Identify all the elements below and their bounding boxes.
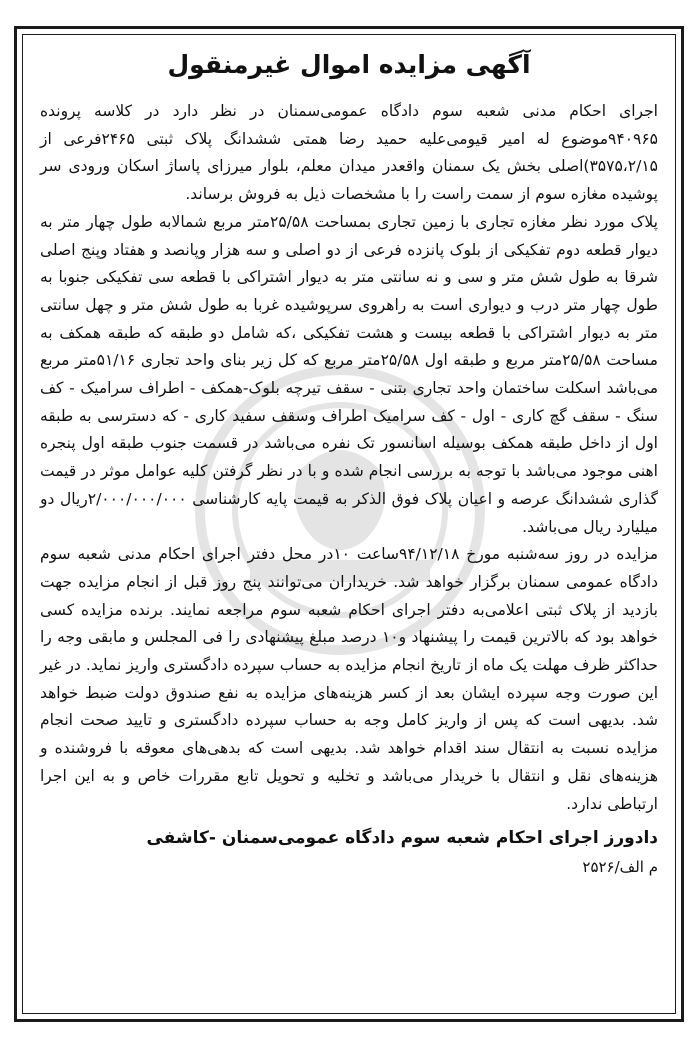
notice-paragraph-1: اجرای احکام مدنی شعبه سوم دادگاه عمومی‌سمنان در نظر دارد در کلاسه پرونده ۹۴۰۹۶۵موضوع له امیر قیومی‌علیه حمید رضا همتی ششدانگ پلاک ثبتی ۲۴۶۵فرعی از ۳۵۷۵،۲/۱۵)اصلی بخش یک سمنان واقعدر میدان معلم، بلوار میرزای پاساژ اسکان ورودی سر پوشیده مغازه سوم از سمت راست را با مشخصات ذیل به فروش برساند.: [40, 102, 658, 204]
notice-signature: دادورز اجرای احکام شعبه سوم دادگاه عمومی‌سمنان -کاشفی: [146, 828, 658, 849]
notice-title: آگهی مزایده اموال غیرمنقول: [167, 50, 531, 79]
notice-paragraph-3: مزایده در روز سه‌شنبه مورخ ۹۴/۱۲/۱۸ساعت ۱۰در محل دفتر اجرای احکام مدنی شعبه سوم دادگاه عمومی سمنان برگزار خواهد شد. خریداران می‌توانند پنج روز قبل از انجام مزایده جهت بازدید از پلاک ثبتی اعلامی‌به دفتر اجرای احکام شعبه سوم مراجعه نمایند. برنده مزایده کسی خواهد بود که بالاترین قیمت را پیشنهاد و۱۰ درصد مبلغ پیشنهادی را فی المجلس و مابقی وجه را حداکثر ظرف مهلت یک ماه از تاریخ انجام مزایده به حساب سپرده دادگستری واریز نماید. در غیر این صورت وجه سپرده ایشان بعد از کسر هزینه‌های مزایده به نفع صندوق دولت ضبط خواهد شد. بدیهی است که پس از واریز کامل وجه به حساب سپرده دادگستری و تایید صحت انجام مزایده نسبت به انتقال سند اقدام خواهد شد. بدیهی است که بدهی‌های معوقه با فروشنده و هزینه‌های نقل و انتقال با خریدار می‌باشد و تخلیه و تحویل تابع مقررات خاص و به این اجرا ارتباطی ندارد.: [40, 545, 658, 813]
notice-reference-number: م الف/۲۵۲۶: [582, 858, 658, 877]
notice-content: [40, 48, 658, 880]
notice-paragraph-2: پلاک مورد نظر مغازه تجاری با زمین تجاری بمساحت ۲۵/۵۸متر مربع شمالابه طول چهار متر به دیوار قطعه دوم تفکیکی از بلوک پانزده فرعی از دو اصلی و سه هزار وپانصد و هفتاد وپنج اصلی شرقا به طول شش متر و سی و نه سانتی متر به دیوار اشتراکی با قطعه سی تفکیکی جنوبا به طول چهار متر درب و دیواری است به راهروی سرپوشیده غربا به طول شش متر و چهل سانتی متر به دیوار اشتراکی با قطعه بیست و هشت تفکیکی ،که شامل دو طبقه که طبقه همکف به مساحت ۲۵/۵۸متر مربع و طبقه اول ۲۵/۵۸متر مربع که کل زیر بنای واحد تجاری ۵۱/۱۶متر مربع می‌باشد اسکلت ساختمان واحد تجاری بتنی - سقف تیرچه بلوک-همکف - اطراف سرامیک - کف سنگ - سقف گچ کاری - اول - کف سرامیک اطراف وسقف سفید کاری - که دسترسی به طبقه اول از داخل طبقه همکف بوسیله اسانسور تک نفره می‌باشد در قسمت جنوب طبقه اول پنجره اهنی موجود می‌باشد با توجه به بررسی انجام شده و با در نظر گرفتن کلیه عوامل موثر در قیمت گذاری ششدانگ عرصه و اعیان پلاک فوق الذکر به قیمت پایه کارشناسی ۲/۰۰۰/۰۰۰/۰۰۰ریال دو میلیارد ریال می‌باشد.: [40, 212, 658, 536]
